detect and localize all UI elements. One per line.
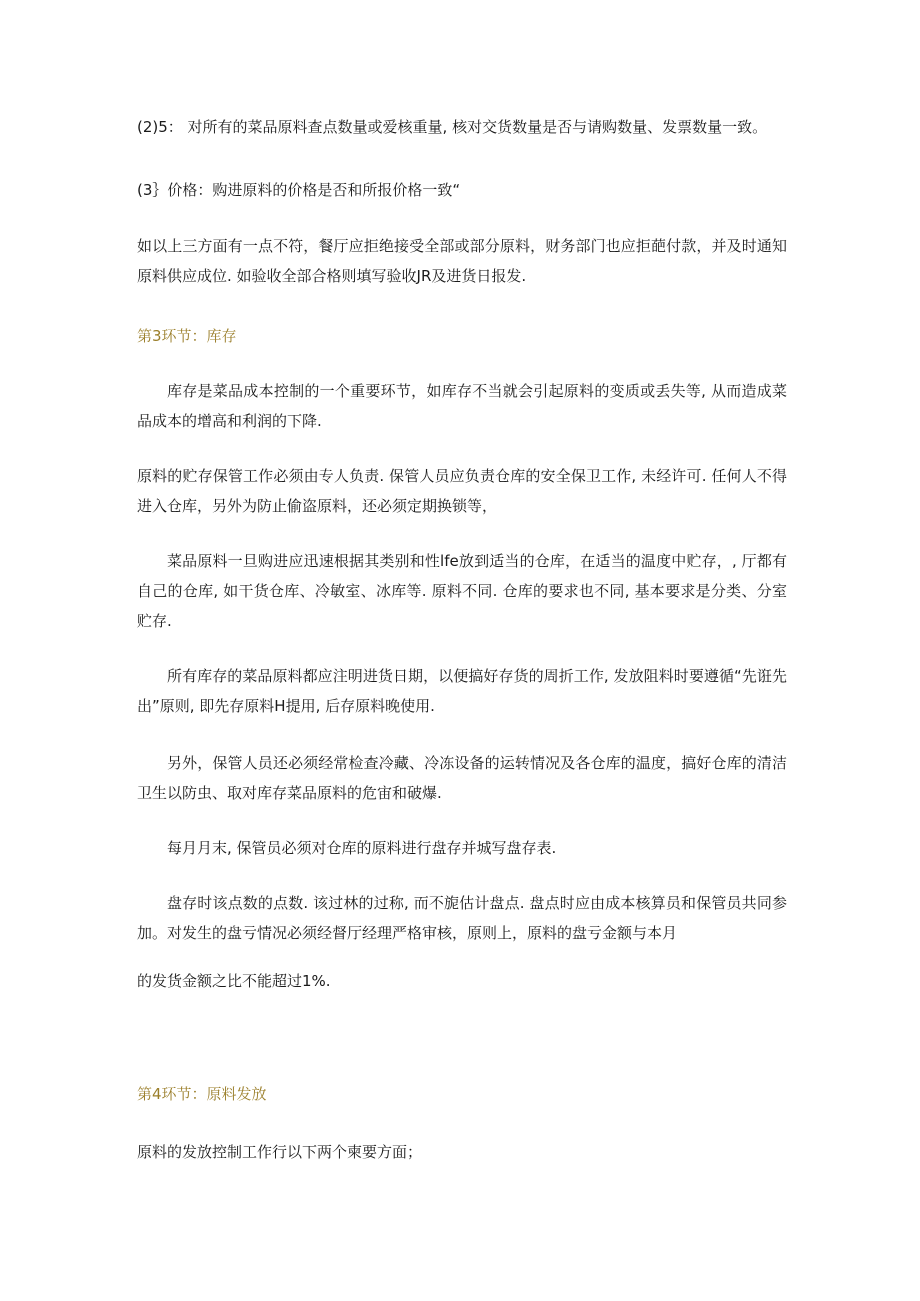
paragraph-check-quantity: (2)5： 对所有的菜品原料查点数量或爱核重量, 核对交货数量是否与请购数量、发票数量一致。 [137,118,768,136]
paragraph-monthly-count: 每月月末, 保管员必须对仓库的原料进行盘存并城写盘存表. [167,839,557,857]
paragraph-issue-intro: 原料的发放控制工作行以下两个柬要方面； [137,1143,423,1161]
paragraph-count-rule: 盘存时该点数的点数. 该过林的过称, 而不旎估计盘点. 盘点时应由成本核算员和保管员共同参加。对发生的盘亏情况必须经督厅经理严格审核，原则上，原料的盘亏金额与本月 [137,894,787,942]
paragraph-storage-keeper: 原料的贮存保管工作必须由专人负责. 保管人员应负责仓库的安全保卫工作, 未经许可. 任何人不得进入仓库，另外为防止偷盗原料，还必须定期换锁等， [137,467,787,515]
paragraph-storage-classify: 菜品原料一旦购进应迅速根据其类别和性lfe放到适当的仓库，在适当的温度中贮存，, 厅都有自己的仓库, 如干货仓库、冷敏室、冰库等. 原料不同. 仓库的要求也不同, 基本要求是分类、分室贮存. [137,552,787,630]
paragraph-storage-clean: 另外，保管人员还必须经常检查冷藏、冷冻设备的运转情况及各仓库的温度，搞好仓库的清洁卫生以防虫、取对库存菜品原料的危宙和破爆. [137,754,787,802]
paragraph-count-limit: 的发货金额之比不能超过1%. [137,972,331,990]
paragraph-check-price: (3｝价格：购进原料的价格是否和所报价格一致“ [137,181,461,199]
paragraph-storage-intro: 库存是菜品成本控制的一个重要环节，如库存不当就会引起原料的变质或丢失等, 从而造成菜品成本的增高和利润的下降. [137,382,787,430]
section-heading-issue: 第4环节：原料发放 [137,1085,267,1103]
paragraph-reject-rule: 如以上三方面有一点不符，餐厅应拒绝接受全部或部分原料，财务部门也应拒葩付款，并及时通知原料供应成位. 如验收全部合格则填写验收JR及进货日报发. [137,237,787,285]
section-heading-storage: 第3环节：库存 [137,327,237,345]
paragraph-storage-fifo: 所有库存的菜品原料都应注明进货日期，以便搞好存货的周折工作, 发放阻料时要遵循“先诳先出”原则, 即先存原料H提用, 后存原料晚使用. [137,667,787,715]
